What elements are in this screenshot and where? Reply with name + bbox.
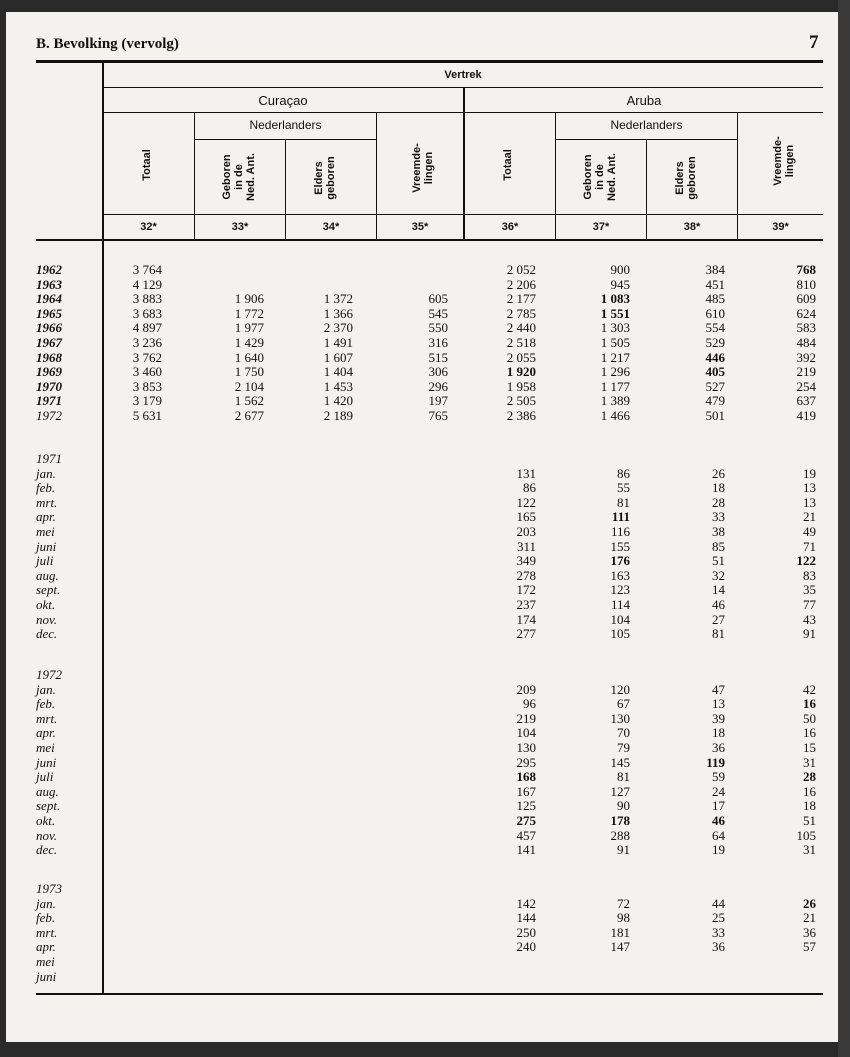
row-label: apr. bbox=[36, 939, 56, 955]
table-cell: 105 bbox=[796, 827, 816, 843]
table-cell: 2 052 bbox=[506, 262, 536, 277]
table-cell: 765 bbox=[428, 408, 448, 423]
table-cell: 142 bbox=[516, 895, 536, 911]
table-cell: 545 bbox=[428, 305, 448, 321]
table-cell: 3 236 bbox=[132, 335, 162, 350]
table-cell: 3 764 bbox=[132, 262, 162, 277]
table-cell: 31 bbox=[803, 842, 816, 858]
header-curacao: Curaçao bbox=[258, 93, 308, 108]
table-cell: 446 bbox=[705, 349, 725, 365]
table-cell: 51 bbox=[803, 813, 816, 828]
table-cell: 127 bbox=[610, 783, 630, 799]
table-cell: 1 607 bbox=[323, 349, 353, 365]
table-cell: 392 bbox=[796, 349, 816, 365]
table-cell: 178 bbox=[610, 813, 630, 828]
table-cell: 2 104 bbox=[234, 378, 264, 394]
table-cell: 36 bbox=[712, 740, 725, 755]
table-cell: 1 750 bbox=[234, 364, 264, 380]
row-label: juni bbox=[36, 754, 57, 770]
table-cell: 1 296 bbox=[600, 364, 630, 380]
table-cell: 605 bbox=[428, 291, 448, 307]
table-cell: 49 bbox=[803, 524, 816, 539]
table-cell: 1 303 bbox=[600, 320, 630, 336]
table-cell: 1 177 bbox=[600, 378, 630, 394]
table-cell: 3 460 bbox=[132, 364, 162, 380]
table-cell: 288 bbox=[610, 827, 630, 843]
table-cell: 237 bbox=[516, 597, 536, 612]
table-cell: 1 366 bbox=[323, 305, 353, 321]
row-label: aug. bbox=[36, 567, 59, 583]
table-cell: 316 bbox=[428, 335, 448, 350]
row-label: nov. bbox=[36, 827, 58, 843]
row-label: mei bbox=[36, 740, 55, 755]
table-cell: 610 bbox=[705, 305, 725, 321]
table-cell: 296 bbox=[428, 378, 448, 394]
table-cell: 81 bbox=[712, 626, 725, 642]
table-cell: 3 853 bbox=[132, 378, 162, 394]
table-cell: 529 bbox=[705, 335, 725, 350]
table-cell: 1 977 bbox=[234, 320, 264, 336]
table-cell: 167 bbox=[516, 783, 536, 799]
column-number: 35* bbox=[411, 221, 429, 233]
table-cell: 147 bbox=[610, 939, 630, 955]
table-cell: 57 bbox=[803, 939, 816, 955]
table-cell: 2 518 bbox=[506, 335, 536, 350]
coltitle-totaal-aruba: Totaal bbox=[502, 149, 514, 181]
table-cell: 105 bbox=[610, 626, 630, 642]
table-cell: 451 bbox=[705, 276, 725, 292]
table-cell: 219 bbox=[516, 710, 536, 726]
table-cell: 176 bbox=[610, 553, 630, 569]
column-number: 33* bbox=[231, 221, 249, 233]
table-cell: 42 bbox=[803, 681, 816, 697]
table-cell: 203 bbox=[516, 524, 536, 539]
table-cell: 18 bbox=[712, 725, 725, 741]
table-cell: 197 bbox=[428, 393, 448, 409]
coltitle-elders-curacao: Elders geboren bbox=[313, 156, 337, 200]
table-cell: 1 491 bbox=[323, 335, 353, 350]
coltitle-vreemd-aruba: Vreemde- lingen bbox=[772, 136, 796, 186]
table-cell: 77 bbox=[803, 597, 816, 612]
table-cell: 86 bbox=[617, 465, 630, 481]
table-cell: 86 bbox=[523, 480, 536, 496]
table-cell: 1 505 bbox=[600, 335, 630, 350]
table-cell: 81 bbox=[617, 769, 630, 785]
table-cell: 90 bbox=[617, 798, 630, 814]
table-cell: 47 bbox=[712, 681, 725, 697]
table-cell: 172 bbox=[516, 582, 536, 598]
column-number: 38* bbox=[683, 221, 701, 233]
table-cell: 1 772 bbox=[234, 305, 264, 321]
table-cell: 39 bbox=[712, 710, 725, 726]
coltitle-totaal-curacao: Totaal bbox=[141, 149, 153, 181]
table-cell: 14 bbox=[712, 582, 725, 598]
row-label: okt. bbox=[36, 597, 56, 612]
table-cell: 277 bbox=[516, 626, 536, 642]
table-cell: 130 bbox=[610, 710, 630, 726]
row-label: jan. bbox=[36, 895, 56, 911]
table-cell: 1 906 bbox=[234, 291, 264, 307]
table-cell: 96 bbox=[523, 696, 536, 712]
table-cell: 2 677 bbox=[234, 408, 264, 423]
table-cell: 240 bbox=[516, 939, 536, 955]
table-cell: 275 bbox=[516, 813, 536, 828]
table-cell: 81 bbox=[617, 494, 630, 510]
table-cell: 19 bbox=[803, 465, 816, 481]
table-cell: 13 bbox=[803, 494, 816, 510]
table-cell: 515 bbox=[428, 349, 448, 365]
table-cell: 31 bbox=[803, 754, 816, 770]
table-cell: 32 bbox=[712, 567, 725, 583]
top-rule bbox=[36, 60, 823, 63]
table-cell: 111 bbox=[611, 509, 630, 525]
table-cell: 16 bbox=[803, 783, 816, 799]
table-cell: 2 505 bbox=[506, 393, 536, 409]
table-cell: 3 179 bbox=[132, 393, 162, 409]
row-label: 1970 bbox=[36, 378, 62, 394]
table-cell: 554 bbox=[705, 320, 725, 336]
table-cell: 46 bbox=[712, 597, 725, 612]
table-cell: 59 bbox=[712, 769, 725, 785]
row-label: mei bbox=[36, 954, 55, 969]
row-label: 1969 bbox=[36, 364, 62, 380]
table-cell: 141 bbox=[516, 842, 536, 858]
table-cell: 122 bbox=[516, 494, 536, 510]
row-label: 1965 bbox=[36, 305, 62, 321]
table-cell: 501 bbox=[705, 408, 725, 423]
table-cell: 71 bbox=[803, 538, 816, 554]
table-cell: 2 055 bbox=[506, 349, 536, 365]
table-cell: 33 bbox=[712, 509, 725, 525]
table-cell: 16 bbox=[803, 696, 816, 712]
table-cell: 479 bbox=[705, 393, 725, 409]
table-cell: 119 bbox=[706, 754, 725, 770]
table-cell: 155 bbox=[610, 538, 630, 554]
table-cell: 18 bbox=[803, 798, 816, 814]
table-cell: 3 883 bbox=[132, 291, 162, 307]
table-cell: 3 762 bbox=[132, 349, 162, 365]
row-label: juni bbox=[36, 968, 57, 984]
table-cell: 405 bbox=[705, 364, 725, 380]
row-label: jan. bbox=[36, 465, 56, 481]
page-edge bbox=[838, 0, 850, 1057]
table-cell: 2 206 bbox=[506, 276, 536, 292]
table-cell: 21 bbox=[803, 509, 816, 525]
table-cell: 174 bbox=[516, 611, 536, 627]
coltitle-elders-aruba: Elders geboren bbox=[674, 156, 698, 200]
table-cell: 2 440 bbox=[506, 320, 536, 336]
table-cell: 123 bbox=[610, 582, 630, 598]
section-year-label: 1972 bbox=[36, 667, 62, 682]
table-cell: 306 bbox=[428, 364, 448, 380]
table-cell: 50 bbox=[803, 710, 816, 726]
table-cell: 24 bbox=[712, 783, 725, 799]
table-cell: 550 bbox=[428, 320, 448, 336]
table-cell: 79 bbox=[617, 740, 630, 755]
table-cell: 484 bbox=[796, 335, 816, 350]
table-cell: 17 bbox=[712, 798, 725, 814]
table-cell: 16 bbox=[803, 725, 816, 741]
table-cell: 55 bbox=[617, 480, 630, 496]
section-year-label: 1973 bbox=[36, 881, 62, 896]
table-cell: 122 bbox=[796, 553, 816, 569]
table-cell: 144 bbox=[516, 910, 536, 926]
table-cell: 98 bbox=[617, 910, 630, 926]
table-cell: 583 bbox=[796, 320, 816, 336]
coltitle-vreemd-curacao: Vreemde- lingen bbox=[411, 143, 435, 193]
table-cell: 44 bbox=[712, 895, 725, 911]
rule-header-bottom bbox=[36, 239, 823, 241]
table-cell: 168 bbox=[516, 769, 536, 785]
table-cell: 4 897 bbox=[132, 320, 162, 336]
section-year-label: 1971 bbox=[36, 451, 62, 466]
table-cell: 125 bbox=[516, 798, 536, 814]
coltitle-geboren-aruba: Geboren in de Ned. Ant. bbox=[582, 153, 618, 201]
row-label: 1966 bbox=[36, 320, 62, 336]
table-cell: 120 bbox=[610, 681, 630, 697]
table-cell: 13 bbox=[712, 696, 725, 712]
header-nederlanders-curacao: Nederlanders bbox=[249, 118, 322, 132]
row-label: juli bbox=[36, 769, 54, 785]
table-cell: 349 bbox=[516, 553, 536, 569]
row-label: nov. bbox=[36, 611, 58, 627]
table-cell: 768 bbox=[796, 262, 816, 277]
table-cell: 33 bbox=[712, 924, 725, 940]
table-cell: 209 bbox=[516, 681, 536, 697]
row-label: 1972 bbox=[36, 408, 62, 423]
table-cell: 2 370 bbox=[323, 320, 353, 336]
row-label: feb. bbox=[36, 910, 56, 926]
table-cell: 27 bbox=[712, 611, 725, 627]
table-cell: 4 129 bbox=[132, 276, 162, 292]
table-cell: 104 bbox=[610, 611, 630, 627]
table-cell: 85 bbox=[712, 538, 725, 554]
row-label: juni bbox=[36, 538, 57, 554]
column-number: 32* bbox=[140, 221, 157, 233]
row-label: 1968 bbox=[36, 349, 62, 365]
table-cell: 38 bbox=[712, 524, 725, 539]
column-number: 34* bbox=[322, 221, 340, 233]
row-label: 1971 bbox=[36, 393, 62, 409]
header-vertrek: Vertrek bbox=[444, 69, 482, 81]
table-cell: 1 958 bbox=[506, 378, 536, 394]
table-cell: 2 386 bbox=[506, 408, 536, 423]
table-cell: 64 bbox=[712, 827, 725, 843]
table-cell: 3 683 bbox=[132, 305, 162, 321]
table-cell: 36 bbox=[712, 939, 725, 955]
table-cell: 43 bbox=[803, 611, 816, 627]
row-label: dec. bbox=[36, 626, 58, 642]
table-cell: 181 bbox=[610, 924, 630, 940]
table-cell: 83 bbox=[803, 567, 816, 583]
table-cell: 1 083 bbox=[600, 291, 630, 307]
page-title: B. Bevolking (vervolg) bbox=[36, 36, 179, 52]
table-cell: 70 bbox=[617, 725, 630, 741]
table-cell: 165 bbox=[516, 509, 536, 525]
row-label: okt. bbox=[36, 813, 56, 828]
table-cell: 457 bbox=[516, 827, 536, 843]
table-cell: 278 bbox=[516, 567, 536, 583]
column-number: 39* bbox=[772, 221, 789, 233]
header-nederlanders-aruba: Nederlanders bbox=[610, 118, 683, 132]
table-cell: 116 bbox=[610, 524, 630, 539]
table-cell: 35 bbox=[803, 582, 816, 598]
table-cell: 28 bbox=[712, 494, 725, 510]
row-label: feb. bbox=[36, 480, 56, 496]
table-cell: 527 bbox=[705, 378, 725, 394]
table-cell: 131 bbox=[516, 465, 536, 481]
row-label: dec. bbox=[36, 842, 58, 858]
header-aruba: Aruba bbox=[626, 93, 662, 108]
table-cell: 637 bbox=[796, 393, 816, 409]
table-cell: 91 bbox=[617, 842, 630, 858]
table-cell: 1 372 bbox=[323, 291, 353, 307]
table-cell: 26 bbox=[712, 465, 725, 481]
table-cell: 114 bbox=[610, 597, 630, 612]
table-cell: 1 389 bbox=[600, 393, 630, 409]
row-label: sept. bbox=[36, 798, 61, 814]
table-cell: 2 785 bbox=[506, 305, 536, 321]
group-divider bbox=[463, 88, 465, 240]
row-label: mrt. bbox=[36, 494, 58, 510]
table-cell: 145 bbox=[610, 754, 630, 770]
table-cell: 1 429 bbox=[234, 335, 264, 350]
table-cell: 384 bbox=[705, 262, 725, 277]
table-cell: 1 551 bbox=[600, 305, 630, 321]
table-cell: 18 bbox=[712, 480, 725, 496]
table-cell: 254 bbox=[796, 378, 816, 394]
table-cell: 900 bbox=[610, 262, 630, 277]
table-cell: 250 bbox=[516, 924, 536, 940]
table-cell: 36 bbox=[803, 924, 816, 940]
table-cell: 219 bbox=[796, 364, 816, 380]
table-cell: 28 bbox=[803, 769, 816, 785]
row-label: mei bbox=[36, 524, 55, 539]
table-cell: 945 bbox=[610, 276, 630, 292]
table-cell: 609 bbox=[796, 291, 816, 307]
table-cell: 130 bbox=[516, 740, 536, 755]
table-cell: 295 bbox=[516, 754, 536, 770]
table-cell: 21 bbox=[803, 910, 816, 926]
table-cell: 163 bbox=[610, 567, 630, 583]
row-label: apr. bbox=[36, 509, 56, 525]
column-number: 37* bbox=[592, 221, 610, 233]
table-cell: 13 bbox=[803, 480, 816, 496]
table-cell: 810 bbox=[796, 276, 816, 292]
coltitle-geboren-curacao: Geboren in de Ned. Ant. bbox=[221, 153, 257, 201]
table-cell: 1 420 bbox=[323, 393, 353, 409]
table-cell: 72 bbox=[617, 895, 630, 911]
table-cell: 485 bbox=[705, 291, 725, 307]
table-cell: 1 562 bbox=[234, 393, 264, 409]
table-cell: 419 bbox=[796, 408, 816, 423]
row-label: sept. bbox=[36, 582, 61, 598]
table-cell: 1 404 bbox=[323, 364, 353, 380]
table-cell: 5 631 bbox=[132, 408, 162, 423]
table-cell: 67 bbox=[617, 696, 630, 712]
table-cell: 1 920 bbox=[506, 364, 536, 380]
stub-divider bbox=[102, 62, 104, 994]
row-label: jan. bbox=[36, 681, 56, 697]
row-label: mrt. bbox=[36, 924, 58, 940]
table-cell: 91 bbox=[803, 626, 816, 642]
table-cell: 2 177 bbox=[506, 291, 536, 307]
row-label: 1967 bbox=[36, 335, 62, 350]
row-label: aug. bbox=[36, 783, 59, 799]
table-cell: 1 466 bbox=[600, 408, 630, 423]
row-label: juli bbox=[36, 553, 54, 569]
row-label: apr. bbox=[36, 725, 56, 741]
table-cell: 1 640 bbox=[234, 349, 264, 365]
row-label: 1964 bbox=[36, 291, 62, 307]
bottom-rule bbox=[36, 993, 823, 995]
row-label: mrt. bbox=[36, 710, 58, 726]
row-label: 1962 bbox=[36, 262, 62, 277]
column-number: 36* bbox=[501, 221, 519, 233]
row-label: 1963 bbox=[36, 276, 62, 292]
table-cell: 46 bbox=[712, 813, 725, 828]
table-cell: 26 bbox=[803, 895, 816, 911]
table-cell: 1 217 bbox=[600, 349, 630, 365]
table-cell: 104 bbox=[516, 725, 536, 741]
table-cell: 624 bbox=[796, 305, 816, 321]
table-cell: 51 bbox=[712, 553, 725, 569]
table-cell: 19 bbox=[712, 842, 725, 858]
table-cell: 15 bbox=[803, 740, 816, 755]
row-label: feb. bbox=[36, 696, 56, 712]
table-cell: 1 453 bbox=[323, 378, 353, 394]
page-number: 7 bbox=[809, 32, 819, 53]
table-cell: 2 189 bbox=[323, 408, 353, 423]
table-cell: 311 bbox=[516, 538, 536, 554]
table-cell: 25 bbox=[712, 910, 725, 926]
